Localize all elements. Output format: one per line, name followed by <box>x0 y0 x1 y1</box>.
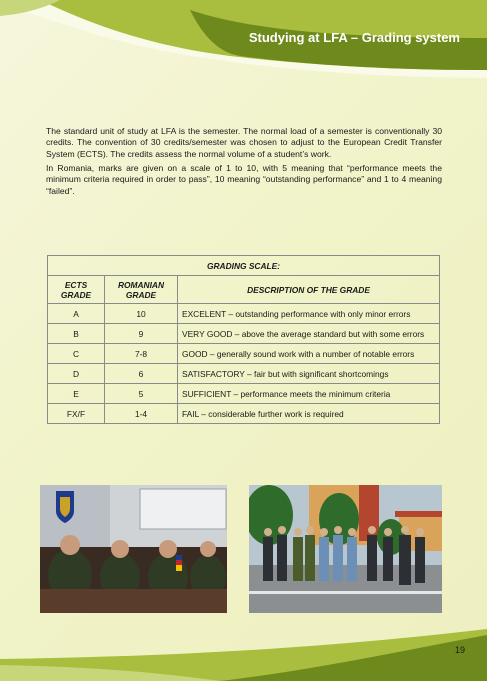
romanian-cell: 10 <box>105 304 178 324</box>
header-romanian-line1: ROMANIAN <box>117 279 165 290</box>
table-caption-row <box>48 256 440 276</box>
header-banner <box>0 0 487 110</box>
description-cell: VERY GOOD – above the average standard but with some errors <box>178 324 440 344</box>
formation-photo <box>249 485 442 613</box>
table-row <box>48 344 440 364</box>
footer-banner <box>0 621 487 681</box>
romanian-cell: 6 <box>105 364 178 384</box>
table-row <box>48 364 440 384</box>
description-cell: GOOD – generally sound work with a number of notable errors <box>178 344 440 364</box>
page-title: Studying at LFA – Grading system <box>248 30 460 45</box>
header-description: DESCRIPTION OF THE GRADE <box>178 276 440 304</box>
table-row <box>48 304 440 324</box>
header-romanian-line2: GRADE <box>125 289 157 300</box>
description-cell: SATISFACTORY – fair but with significant shortcomings <box>178 364 440 384</box>
romanian-cell: 9 <box>105 324 178 344</box>
ects-cell: FX/F <box>48 404 105 424</box>
table-row <box>48 324 440 344</box>
header-ects-line2: GRADE <box>60 289 92 300</box>
table-caption: GRADING SCALE: <box>48 256 440 276</box>
ects-cell: A <box>48 304 105 324</box>
romanian-cell: 5 <box>105 384 178 404</box>
ects-cell: C <box>48 344 105 364</box>
description-cell: EXCELENT – outstanding performance with only minor errors <box>178 304 440 324</box>
table-row <box>48 384 440 404</box>
romanian-cell: 1-4 <box>105 404 178 424</box>
page-number: 19 <box>454 645 465 655</box>
ects-cell: E <box>48 384 105 404</box>
intro-paragraph: The standard unit of study at LFA is the semester. The normal load of a semester is conventionally 30 credits. The convention of 30 credits/semester was chosen to adjust to the European Credit Transfer System (ECTS). The credits assess the normal volume of a student’s work. <box>46 126 442 159</box>
conference-photo <box>40 485 227 613</box>
ects-cell: B <box>48 324 105 344</box>
table-header-row <box>48 276 440 304</box>
header-ects-grade <box>48 276 105 304</box>
header-ects-line1: ECTS <box>64 279 88 290</box>
marks-paragraph: In Romania, marks are given on a scale of 1 to 10, with 5 meaning that “performance meets the minimum criteria required in order to pass”, 10 meaning “outstanding performance” and 1 to 4 meaning “failed”. <box>46 163 442 196</box>
description-cell: FAIL – considerable further work is required <box>178 404 440 424</box>
table-row <box>48 404 440 424</box>
ects-cell: D <box>48 364 105 384</box>
header-romanian-grade <box>105 276 178 304</box>
description-cell: SUFFICIENT – performance meets the minimum criteria <box>178 384 440 404</box>
grading-scale-table <box>47 255 440 424</box>
romanian-cell: 7-8 <box>105 344 178 364</box>
